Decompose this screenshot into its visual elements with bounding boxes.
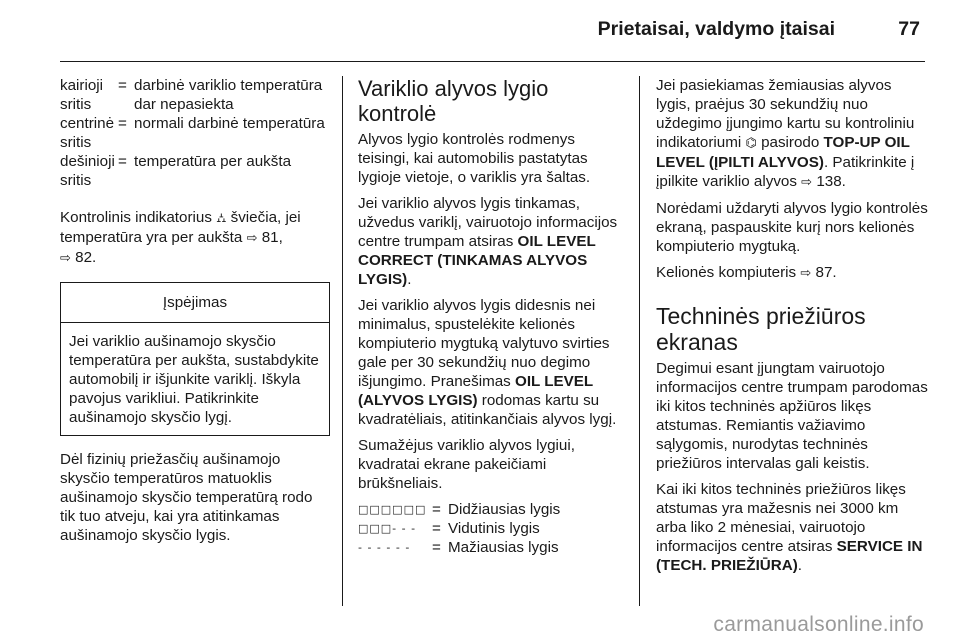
column-middle — [358, 76, 626, 557]
column-right — [656, 76, 928, 582]
level-equals: = — [432, 501, 441, 518]
page-ref-link[interactable]: 138 — [816, 173, 842, 190]
level-row — [358, 500, 626, 519]
def-desc: temperatūra per aukšta — [134, 153, 292, 170]
page-number: 77 — [898, 18, 920, 40]
level-row — [358, 538, 626, 557]
page-ref-arrow-icon: ⇨ — [801, 175, 813, 190]
page-ref-link[interactable]: 82 — [75, 249, 93, 266]
close-display-paragraph: Norėdami uždaryti alyvos lygio kontrolės ekraną, paspauskite kurį nors kelionės kompiuterio mygtuką. — [656, 200, 928, 255]
def-term: kairioji sritis — [60, 77, 104, 113]
page-ref-link[interactable]: 87 — [815, 264, 833, 281]
def-equals: = — [118, 153, 127, 170]
top-up-oil-message: TOP-UP OIL LEVEL (ĮPILTI ALYVOS) — [656, 134, 910, 171]
low-oil-text-3: . Patikrinkite į įpilkite variklio alyvos — [656, 154, 915, 190]
level-label: Vidutinis lygis — [448, 520, 540, 537]
oil-para-1: Alyvos lygio kontrolės rodmenys teisingi, kai automobilis pastatytas lygioje vietoje, o variklis yra šaltas. — [358, 131, 591, 186]
trip-computer-text: Kelionės kompiuteris — [656, 264, 801, 281]
section-heading-service: Techninės priežiūros ekranas — [656, 303, 866, 355]
page-title: Prietaisai, valdymo įtaisai — [597, 18, 835, 40]
def-equals: = — [118, 115, 127, 132]
oil-level-legend — [358, 500, 626, 557]
def-term: dešinioji sritis — [60, 153, 115, 189]
coolant-note: Dėl fizinių priežasčių aušinamojo skysčio temperatūros matuoklis aušinamojo skysčio temperatūrą rodo tik tuo atveju, kai yra atitinkamas aušinamojo skysčio lygis. — [60, 451, 313, 544]
page-ref-arrow-icon: ⇨ — [800, 266, 812, 281]
level-label: Mažiausias lygis — [448, 539, 559, 556]
def-desc: normali darbinė temperatūra — [134, 115, 325, 132]
page-ref-arrow-icon: ⇨ — [246, 231, 258, 246]
service-para-1: Degimui esant įjungtam vairuotojo informacijos centre trumpam parodomas iki kitos techninės apžiūros likęs atstumas. Remiantis važiavimo sąlygomis, nurodytas techninės priežiūros intervalas gali keistis. — [656, 360, 928, 472]
watermark-text: carmanualsonline.info — [713, 613, 924, 636]
gauge-zone-definitions — [60, 76, 330, 190]
service-text: Kai iki kitos techninės priežiūros likęs atstumas yra mažesnis nei 3000 km arba liko 2 mėnesiai, vairuotojo informacijos centre atsiras — [656, 481, 906, 555]
page-header — [60, 0, 925, 62]
level-squares-icon: □□□- - - — [358, 522, 417, 535]
service-para-2 — [656, 480, 928, 575]
low-oil-paragraph — [656, 76, 928, 192]
oil-para-3-end: rodomas kartu su kvadratėliais, atitinkančiais alyvos lygį. — [358, 392, 617, 428]
warning-box — [60, 282, 330, 436]
level-equals: = — [432, 520, 441, 537]
level-row — [358, 519, 626, 538]
trip-computer-ref — [656, 263, 928, 283]
punct: . — [797, 557, 802, 574]
def-desc: darbinė variklio temperatūra dar nepasiekta — [134, 77, 323, 113]
warning-title: Įspėjimas — [61, 283, 329, 323]
oil-level-correct-message: OIL LEVEL CORRECT (TINKAMAS ALYVOS LYGIS) — [358, 233, 596, 288]
section-heading-oil-level: Variklio alyvos lygio kontrolė — [358, 76, 549, 126]
indicator-paragraph: Kontrolinis indikatorius ⛼ šviečia, jei temperatūra yra per aukšta ⇨ 81, ⇨ 82. — [60, 209, 301, 266]
page-ref-arrow-icon: ⇨ — [60, 251, 71, 266]
oil-para-2-text: Jei variklio alyvos lygis tinkamas, užvedus variklį, vairuotojo informacijos centre trumpam atsiras — [358, 195, 618, 250]
oil-para-3-text: Jei variklio alyvos lygis didesnis nei minimalus, spustelėkite kelionės kompiuterio mygtuką valytuvo svirties gale per 30 sekundžių nuo degimo išjungimo. Pranešimas — [358, 297, 610, 390]
low-oil-text: Jei pasiekiamas žemiausias alyvos lygis, praėjus 30 sekundžių nuo uždegimo įjungimo kartu su kontroliniu indikatoriumi — [656, 77, 915, 151]
punct: . — [841, 173, 846, 190]
column-divider-1 — [342, 76, 343, 606]
column-divider-2 — [639, 76, 640, 606]
indicator-text-2: šviečia, jei temperatūra yra per aukšta — [60, 209, 301, 246]
low-oil-text-2: pasirodo — [756, 134, 824, 151]
def-term: centrinė sritis — [60, 115, 115, 151]
warning-body: Jei variklio aušinamojo skysčio temperatūra per aukšta, sustabdykite automobilį ir išjunkite variklį. Iškyla pavojus varikliui. Patikrinkite aušinamojo skysčio lygį. — [69, 333, 319, 426]
punct: . — [407, 271, 412, 288]
oil-para-4: Sumažėjus variklio alyvos lygiui, kvadratai ekrane pakeičiami brūkšneliais. — [358, 437, 575, 492]
def-equals: = — [118, 77, 127, 94]
level-dashes-icon: - - - - - - — [358, 541, 411, 554]
level-equals: = — [432, 539, 441, 556]
indicator-text: Kontrolinis indikatorius — [60, 209, 212, 226]
level-squares-icon: □□□□□□ — [358, 503, 427, 516]
column-left — [60, 76, 330, 552]
coolant-temp-icon: ⛼ — [216, 211, 227, 226]
oil-para-3 — [358, 296, 626, 429]
punct: . — [832, 264, 837, 281]
oil-can-icon: ⌬ — [745, 136, 757, 151]
page-ref-link[interactable]: 81 — [261, 229, 279, 246]
service-in-message: SERVICE IN (TECH. PRIEŽIŪRA) — [656, 538, 923, 574]
level-label: Didžiausias lygis — [448, 501, 561, 518]
oil-level-message: OIL LEVEL (ALYVOS LYGIS) — [358, 373, 593, 409]
oil-para-2 — [358, 194, 626, 289]
